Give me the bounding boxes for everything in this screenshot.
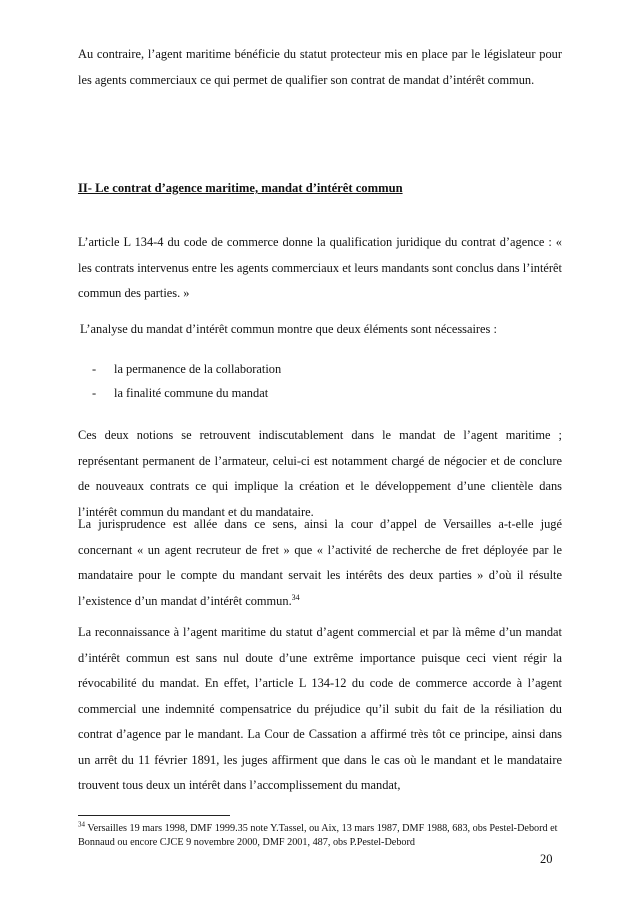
page-number: 20 — [540, 852, 553, 866]
elements-list — [92, 357, 281, 405]
jurisprudence-text: La jurisprudence est allée dans ce sens, ainsi la cour d’appel de Versailles a-t-elle jugé concernant « un agent recruteur de fret » que « l’activité de recherche de fret déployée par le mandataire pour le compte du mandant servait les intérêts des deux parties » d’où il résulte l’existence d’un mandat d’intérêt commun. — [78, 517, 562, 608]
paragraph-article: L’article L 134-4 du code de commerce donne la qualification juridique du contrat d’agence : « les contrats intervenus entre les agents commerciaux et leurs mandants sont conclus dans l’intérêt commun des parties. » — [78, 235, 562, 300]
footnote-text: Versailles 19 mars 1998, DMF 1999.35 note Y.Tassel, ou Aix, 13 mars 1987, DMF 1988, 683, obs Pestel-Debord et Bonnaud ou encore CJCE 9 novembre 2000, DMF 2001, 487, obs P.Pestel-Debord — [78, 823, 558, 848]
footnote-number: 34 — [78, 820, 85, 829]
paragraph-jurisprudence — [78, 512, 562, 614]
footnote-divider — [78, 815, 230, 816]
list-item-text: la permanence de la collaboration — [114, 362, 282, 376]
section-heading: II- Le contrat d’agence maritime, mandat d’intérêt commun — [78, 181, 403, 195]
paragraph-intro: Au contraire, l’agent maritime bénéficie du statut protecteur mis en place par le législateur pour les agents commerciaux ce qui permet de qualifier son contrat de mandat d’intérêt commun. — [78, 47, 562, 87]
footnote — [78, 822, 562, 849]
list-item: - la permanence de la collaboration — [92, 362, 282, 376]
list-item-text: la finalité commune du mandat — [114, 386, 269, 400]
paragraph-notions: Ces deux notions se retrouvent indiscutablement dans le mandat de l’agent maritime ; représentant permanent de l’armateur, celui-ci est notamment chargé de négocier et de conclure de nouveaux contrats ce qui implique la création et le développement d’une clientèle dans l’intérêt commun du mandant et du mandataire. — [78, 428, 562, 519]
paragraph-reconnaissance: La reconnaissance à l’agent maritime du statut d’agent commercial et par là même d’un mandat d’intérêt commun est sans nul doute d’une extrême importance puisque ceci vient régir la révocabilité du mandat. En effet, l’article L 134-12 du code de commerce accorde à l’agent commercial une indemnité compensatrice du préjudice qu’il subit du fait de la résiliation du contrat d’agence par le mandant. La Cour de Cassation a affirmé très tôt ce principe, ainsi dans un arrêt du 11 février 1891, les juges affirment que dans le cas où le mandant et le mandataire trouvent tous deux un intérêt dans l’accomplissement du mandat, — [78, 625, 562, 792]
paragraph-analysis: L’analyse du mandat d’intérêt commun montre que deux éléments sont nécessaires : — [80, 322, 497, 336]
list-item: - la finalité commune du mandat — [92, 386, 269, 400]
footnote-reference[interactable]: 34 — [291, 592, 300, 602]
